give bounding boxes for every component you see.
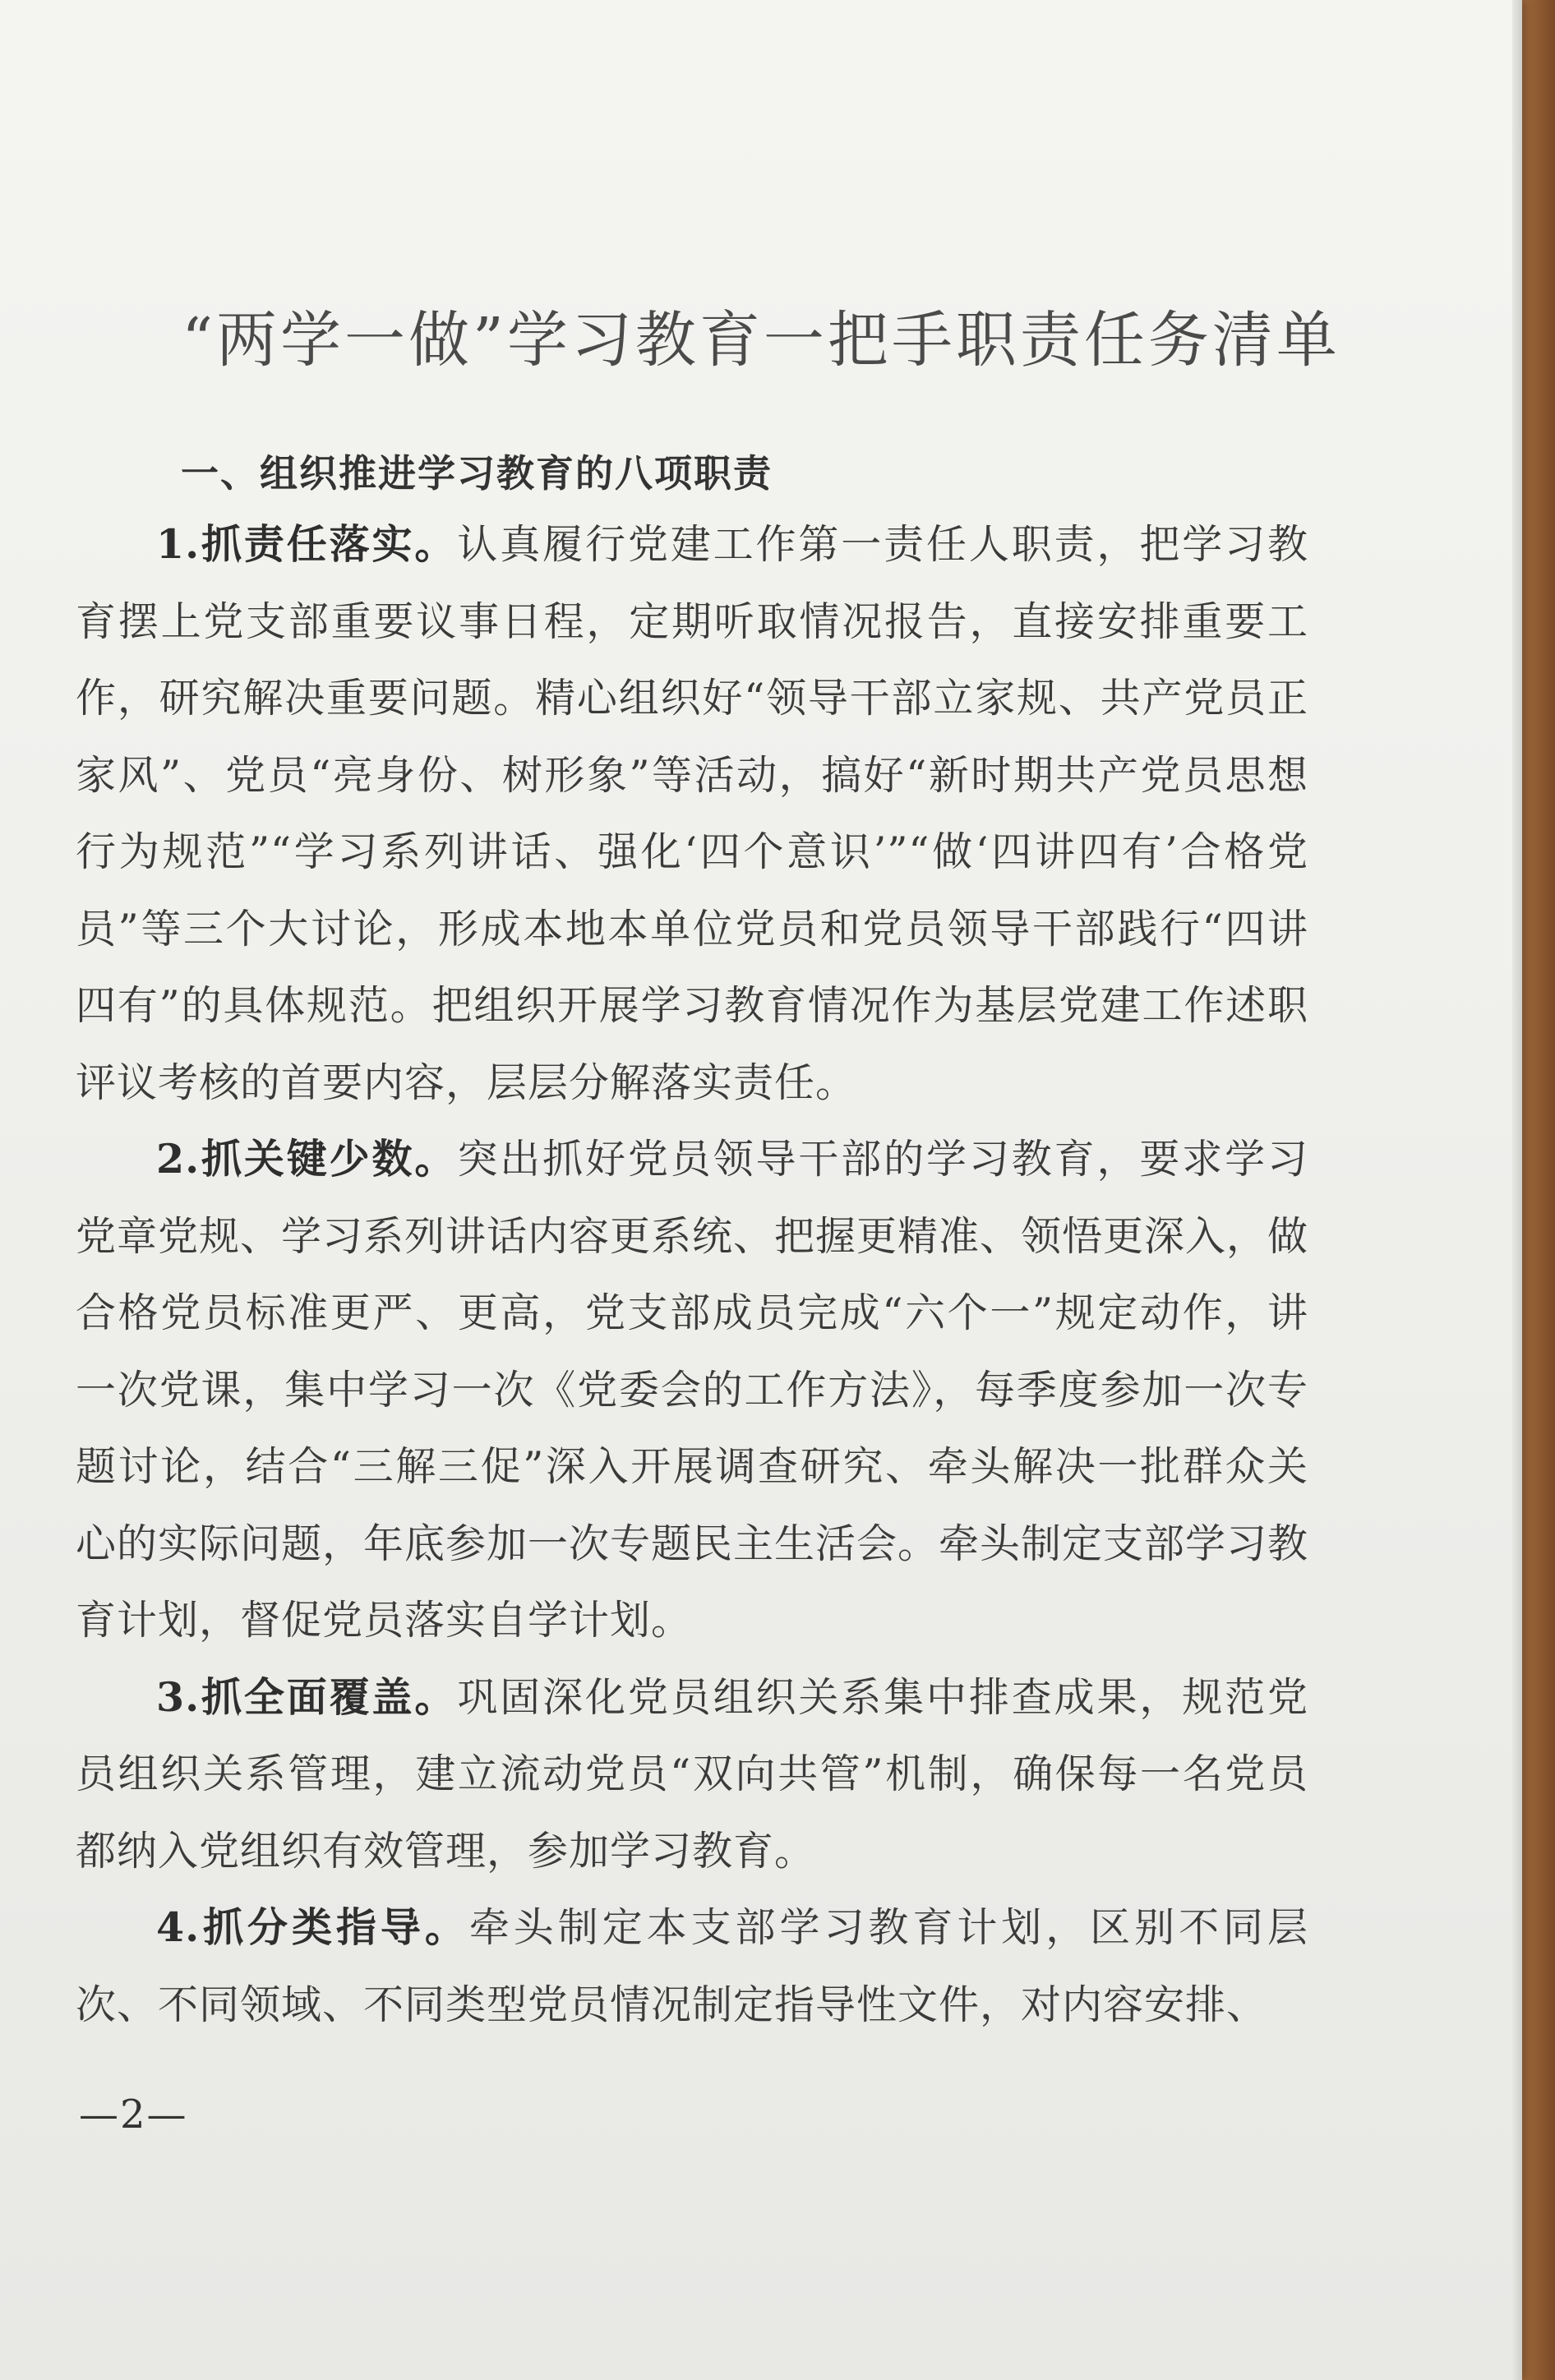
paragraph-lead: 4.抓分类指导。 <box>156 1903 469 1951</box>
document-title: “两学一做”学习教育一把手职责任务清单 <box>182 305 1340 376</box>
section-heading: 一、组织推进学习教育的八项职责 <box>181 451 773 496</box>
paragraph-lead: 2.抓关键少数。 <box>156 1135 458 1183</box>
paragraph-3 <box>76 1659 1308 1890</box>
desk-background <box>1522 0 1555 2380</box>
page-number: —2— <box>79 2092 188 2138</box>
document-body <box>76 506 1308 2043</box>
paragraph-2 <box>76 1121 1308 1659</box>
paragraph-1 <box>76 506 1308 1121</box>
paragraph-text: 牵头制定本支部学习教育计划，区别不同层次、不同领域、不同类型党员情况制定指导性文件，对内容安排、 <box>76 1904 1308 2028</box>
paragraph-lead: 1.抓责任落实。 <box>156 520 458 568</box>
paragraph-text: 巩固深化党员组织关系集中排查成果，规范党员组织关系管理，建立流动党员“双向共管”机制，确保每一名党员都纳入党组织有效管理，参加学习教育。 <box>76 1673 1308 1875</box>
paragraph-lead: 3.抓全面覆盖。 <box>156 1672 458 1721</box>
paragraph-4 <box>76 1889 1308 2043</box>
paragraph-text: 突出抓好党员领导干部的学习教育，要求学习党章党规、学习系列讲话内容更系统、把握更精准、领悟更深入，做合格党员标准更严、更高，党支部成员完成“六个一”规定动作，讲一次党课，集中学习一次《党委会的工作方法》，每季度参加一次专题讨论，结合“三解三促”深入开展调查研究、牵头解决一批群众关心的实际问题，年底参加一次专题民主生活会。牵头制定支部学习教育计划，督促党员落实自学计划。 <box>76 1136 1309 1644</box>
paragraph-text: 认真履行党建工作第一责任人职责，把学习教育摆上党支部重要议事日程，定期听取情况报告，直接安排重要工作，研究解决重要问题。精心组织好“领导干部立家规、共产党员正家风”、党员“亮身份、树形象”等活动，搞好“新时期共产党员思想行为规范”“学习系列讲话、强化‘四个意识’”“做‘四讲四有’合格党员”等三个大讨论，形成本地本单位党员和党员领导干部践行“四讲四有”的具体规范。把组织开展学习教育情况作为基层党建工作述职评议考核的首要内容，层层分解落实责任。 <box>76 521 1308 1106</box>
